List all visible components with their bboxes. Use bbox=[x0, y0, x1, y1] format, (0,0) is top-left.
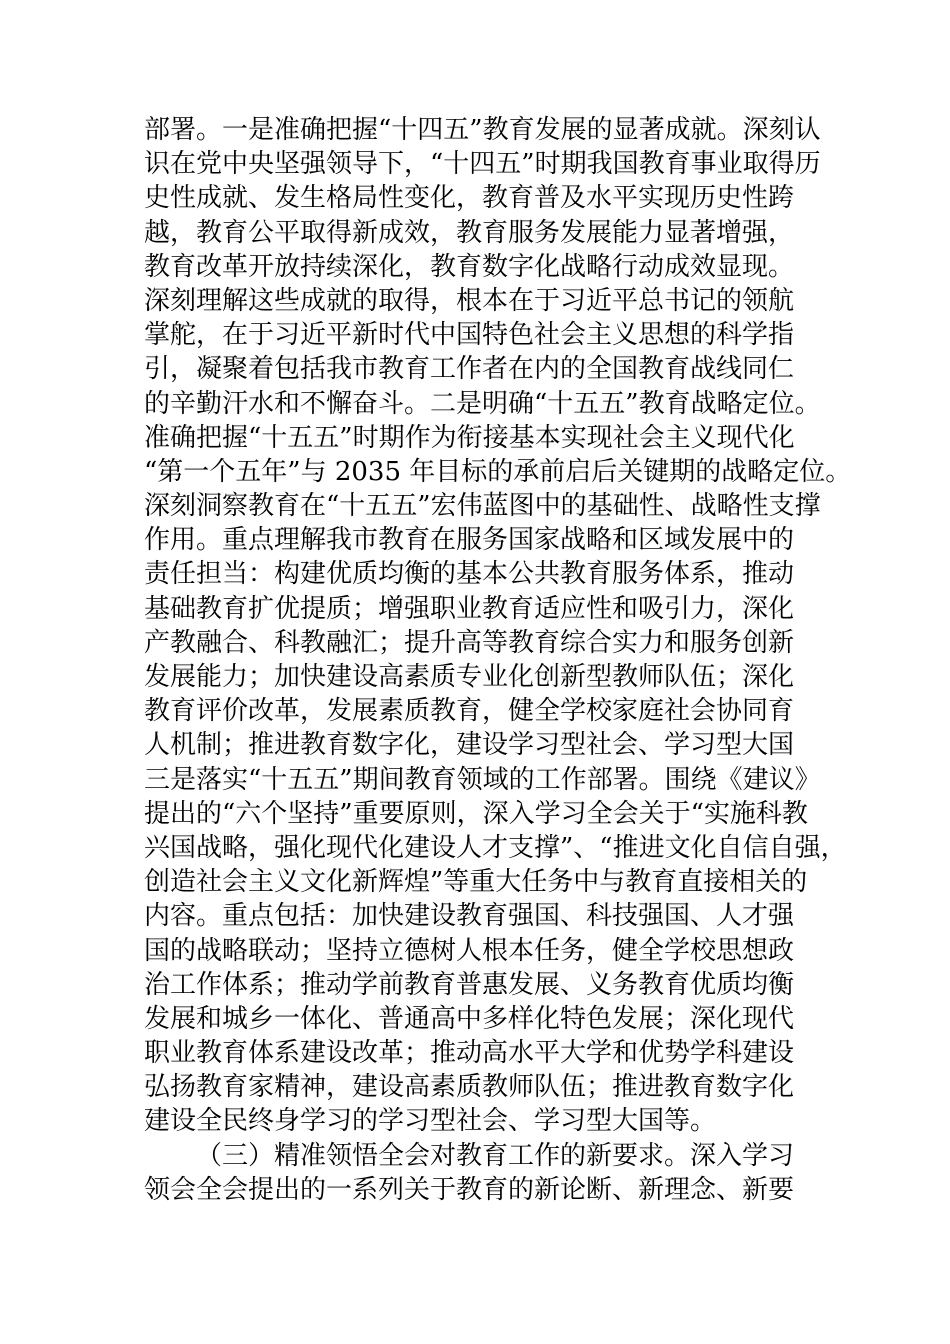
text-line: 作用。重点理解我市教育在服务国家战略和区域发展中的 bbox=[144, 525, 795, 556]
text-line: 史性成就、发生格局性变化，教育普及水平实现历史性跨 bbox=[144, 183, 795, 214]
text-line: 发展和城乡一体化、普通高中多样化特色发展；深化现代 bbox=[144, 1003, 795, 1034]
text-line: 深刻洞察教育在“十五五”宏伟蓝图中的基础性、战略性支撑 bbox=[144, 491, 821, 522]
text-line: 发展能力；加快建设高素质专业化创新型教师队伍；深化 bbox=[144, 662, 795, 692]
text-line: 建设全民终身学习的学习型社会、学习型大国等。 bbox=[144, 1106, 717, 1137]
text-line: 深刻理解这些成就的取得，根本在于习近平总书记的领航 bbox=[144, 285, 795, 316]
section-heading-line: （三）精准领悟全会对教育工作的新要求。深入学习 bbox=[196, 1140, 795, 1171]
text-line: 三是落实“十五五”期间教育领域的工作部署。围绕《建议》 bbox=[144, 764, 821, 795]
text-line: 越，教育公平取得新成效，教育服务发展能力显著增强， bbox=[144, 217, 795, 248]
text-line: “第一个五年”与 2035 年目标的承前启后关键期的战略定位。 bbox=[144, 456, 852, 487]
text-line: 提出的“六个坚持”重要原则，深入学习全会关于“实施科教 bbox=[144, 798, 808, 829]
body-text bbox=[144, 113, 852, 1207]
text-line: 职业教育体系建设改革；推动高水平大学和优势学科建设 bbox=[144, 1038, 795, 1069]
text-line: 引，凝聚着包括我市教育工作者在内的全国教育战线同仁 bbox=[144, 354, 795, 385]
text-line: 责任担当：构建优质均衡的基本公共教育服务体系，推动 bbox=[144, 559, 795, 590]
text-line: 教育评价改革，发展素质教育，健全学校家庭社会协同育 bbox=[144, 696, 795, 727]
text-line: 识在党中央坚强领导下，“十四五”时期我国教育事业取得历 bbox=[144, 149, 821, 180]
text-line: 兴国战略，强化现代化建设人才支撑”、“推进文化自信自强， bbox=[144, 832, 847, 863]
text-line: 产教融合、科教融汇；提升高等教育综合实力和服务创新 bbox=[144, 627, 795, 658]
text-line: 领会全会提出的一系列关于教育的新论断、新理念、新要 bbox=[144, 1174, 795, 1205]
text-line: 教育改革开放持续深化，教育数字化战略行动成效显现。 bbox=[144, 251, 795, 282]
text-line: 内容。重点包括：加快建设教育强国、科技强国、人才强 bbox=[144, 901, 795, 932]
text-line: 的辛勤汗水和不懈奋斗。二是明确“十五五”教育战略定位。 bbox=[144, 388, 821, 419]
text-line: 弘扬教育家精神，建设高素质教师队伍；推进教育数字化 bbox=[144, 1072, 795, 1103]
text-line: 掌舵，在于习近平新时代中国特色社会主义思想的科学指 bbox=[144, 320, 795, 351]
text-line: 准确把握“十五五”时期作为衔接基本实现社会主义现代化 bbox=[144, 422, 795, 453]
text-line: 基础教育扩优提质；增强职业教育适应性和吸引力，深化 bbox=[144, 593, 795, 624]
text-line: 人机制；推进教育数字化，建设学习型社会、学习型大国 bbox=[144, 730, 795, 761]
text-line: 部署。一是准确把握“十四五”教育发展的显著成就。深刻认 bbox=[144, 115, 821, 145]
text-line: 创造社会主义文化新辉煌”等重大任务中与教育直接相关的 bbox=[144, 867, 808, 898]
text-line: 治工作体系；推动学前教育普惠发展、义务教育优质均衡 bbox=[144, 969, 795, 1000]
text-line: 国的战略联动；坚持立德树人根本任务，健全学校思想政 bbox=[144, 935, 795, 966]
